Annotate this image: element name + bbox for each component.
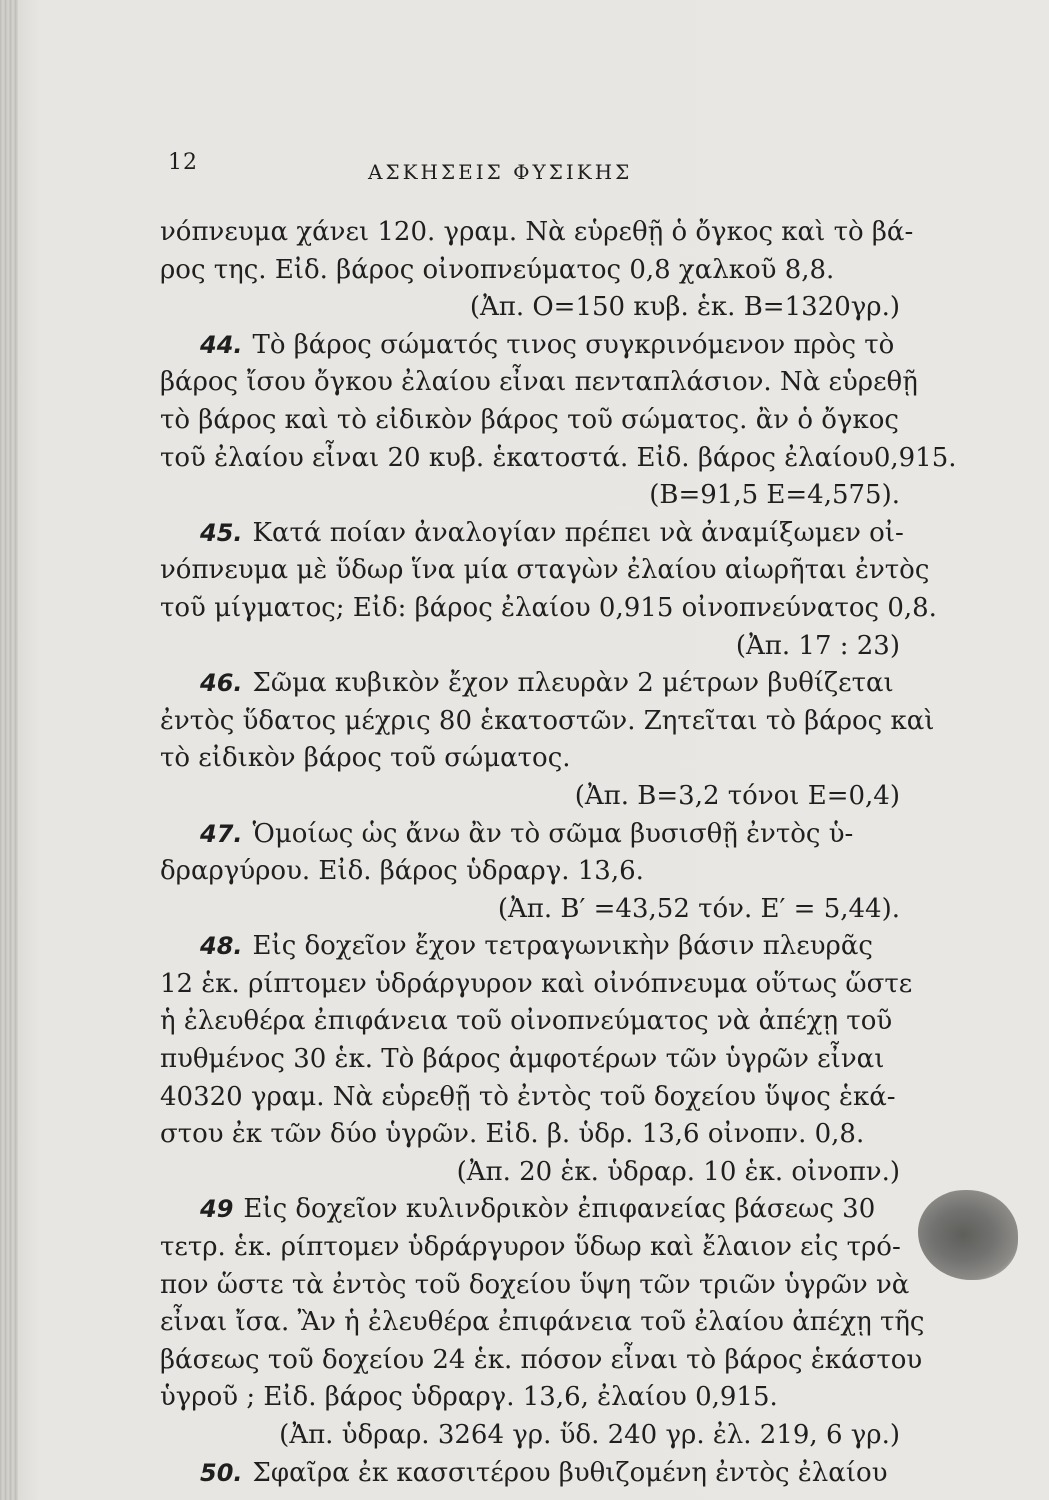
answer-46: (Ἀπ. Β=3,2 τόνοι Ε=0,4) (574, 780, 900, 811)
text-line: Εἰς δοχεῖον κυλινδρικὸν ἐπιφανείας βάσεως 30 (243, 1194, 876, 1225)
text-line: εἶναι ἴσα. Ἂν ἡ ἐλευθέρα ἐπιφάνεια τοῦ ἐλαίου ἀπέχῃ τῆς (160, 1307, 925, 1338)
answer-48: (Ἀπ. 20 ἑκ. ὑδραρ. 10 ἑκ. οἰνοπν.) (456, 1156, 900, 1187)
text-line: Σῶμα κυβικὸν ἔχον πλευρὰν 2 μέτρων βυθίζεται (252, 668, 894, 699)
answer-45: (Ἀπ. 17 : 23) (735, 630, 900, 661)
ink-stain (918, 1190, 1018, 1280)
answer-47: (Ἀπ. Β′ =43,52 τόν. Ε′ = 5,44). (497, 893, 900, 924)
answer-44: (Β=91,5 Ε=4,575). (649, 480, 900, 511)
text-line: Εἰς δοχεῖον ἔχον τετραγωνικὴν βάσιν πλευρᾶς (252, 931, 873, 962)
text-line: στου ἐκ τῶν δύο ὑγρῶν. Εἰδ. β. ὑδρ. 13,6 οἰνοπν. 0,8. (160, 1119, 865, 1150)
text-line: βάρος ἴσου ὄγκου ἐλαίου εἶναι πενταπλάσιον. Νὰ εὑρεθῇ (160, 367, 918, 398)
text-line: ἡ ἐλευθέρα ἐπιφάνεια τοῦ οἰνοπνεύματος νὰ ἀπέχῃ τοῦ (160, 1006, 893, 1037)
page-number: 12 (168, 150, 198, 175)
text-line: τοῦ ἐλαίου εἶναι 20 κυβ. ἑκατοστά. Εἰδ. βάρος ἐλαίου0,915. (160, 442, 957, 473)
text-line: πυθμένος 30 ἑκ. Τὸ βάρος ἀμφοτέρων τῶν ὑγρῶν εἶναι (160, 1044, 885, 1075)
exercise-44-first-line (160, 327, 900, 365)
exercise-47-first-line (160, 816, 900, 854)
text-line: νόπνευμα χάνει 120. γραμ. Νὰ εὑρεθῇ ὁ ὄγκος καὶ τὸ βά- (160, 217, 914, 247)
text-line: 40320 γραμ. Νὰ εὑρεθῇ τὸ ἐντὸς τοῦ δοχείου ὕψος ἑκά- (160, 1081, 896, 1112)
text-line: νόπνευμα μὲ ὕδωρ ἵνα μία σταγὼν ἐλαίου αἰωρῆται ἐντὸς (160, 555, 930, 586)
exercise-number-48: 48. (200, 932, 243, 961)
exercise-45-first-line (160, 515, 904, 553)
exercise-46-first-line (160, 665, 900, 703)
text-line: πον ὥστε τὰ ἐντὸς τοῦ δοχείου ὕψη τῶν τριῶν ὑγρῶν νὰ (160, 1269, 910, 1300)
exercise-48-first-line (160, 928, 900, 966)
text-line: τὸ βάρος καὶ τὸ εἰδικὸν βάρος τοῦ σώματος. ἂν ὁ ὄγκος (160, 404, 899, 435)
exercise-number-45: 45. (200, 518, 243, 547)
text-line: ὑγροῦ ; Εἰδ. βάρος ὑδραργ. 13,6, ἐλαίου 0,915. (160, 1382, 778, 1413)
exercise-number-49: 49 (200, 1195, 234, 1224)
page-stack-edge (0, 0, 18, 1500)
text-line: Τὸ βάρος σώματός τινος συγκρινόμενον πρὸς τὸ (252, 329, 895, 360)
text-line: τοῦ μίγματος; Εἰδ: βάρος ἐλαίου 0,915 οἰνοπνεύνατος 0,8. (160, 592, 937, 623)
text-line: ἐντὸς ὕδατος μέχρις 80 ἑκατοστῶν. Ζητεῖται τὸ βάρος καὶ (160, 705, 935, 736)
exercise-50-first-line (160, 1455, 900, 1493)
text-line: Κατά ποίαν ἀναλογίαν πρέπει νὰ ἀναμίξωμεν οἰ- (252, 517, 904, 548)
answer-49: (Ἀπ. ὑδραρ. 3264 γρ. ὕδ. 240 γρ. ἐλ. 219, 6 γρ.) (279, 1420, 900, 1450)
text-line: τὸ εἰδικὸν βάρος τοῦ σώματος. (160, 743, 571, 774)
exercise-number-44: 44. (200, 330, 243, 359)
text-line: ρος της. Εἰδ. βάρος οἰνοπνεύματος 0,8 χαλκοῦ 8,8. (160, 254, 835, 285)
text-line: βάσεως τοῦ δοχείου 24 ἑκ. πόσον εἶναι τὸ βάρος ἑκάστου (160, 1344, 923, 1375)
body-text (160, 214, 957, 1492)
text-line: Ὁμοίως ὡς ἄνω ἂν τὸ σῶμα βυσισθῇ ἐντὸς ὑ- (252, 818, 854, 849)
running-title: ΑΣΚΗΣΕΙΣ ΦΥΣΙΚΗΣ (368, 160, 633, 184)
exercise-number-46: 46. (200, 669, 243, 698)
exercise-49-first-line (160, 1191, 900, 1229)
exercise-number-50: 50. (200, 1458, 243, 1487)
exercise-number-47: 47. (200, 819, 243, 848)
answer-43: (Ἀπ. Ο=150 κυβ. ἑκ. Β=1320γρ.) (469, 292, 900, 323)
text-line: τετρ. ἑκ. ρίπτομεν ὑδράργυρον ὕδωρ καὶ ἔλαιον εἰς τρό- (160, 1232, 901, 1263)
text-line: 12 ἑκ. ρίπτομεν ὑδράργυρον καὶ οἰνόπνευμα οὕτως ὥστε (160, 968, 913, 999)
text-line: Σφαῖρα ἐκ κασσιτέρου βυθιζομένη ἐντὸς ἐλαίου (252, 1457, 888, 1488)
text-line: δραργύρου. Εἰδ. βάρος ὑδραργ. 13,6. (160, 856, 644, 887)
